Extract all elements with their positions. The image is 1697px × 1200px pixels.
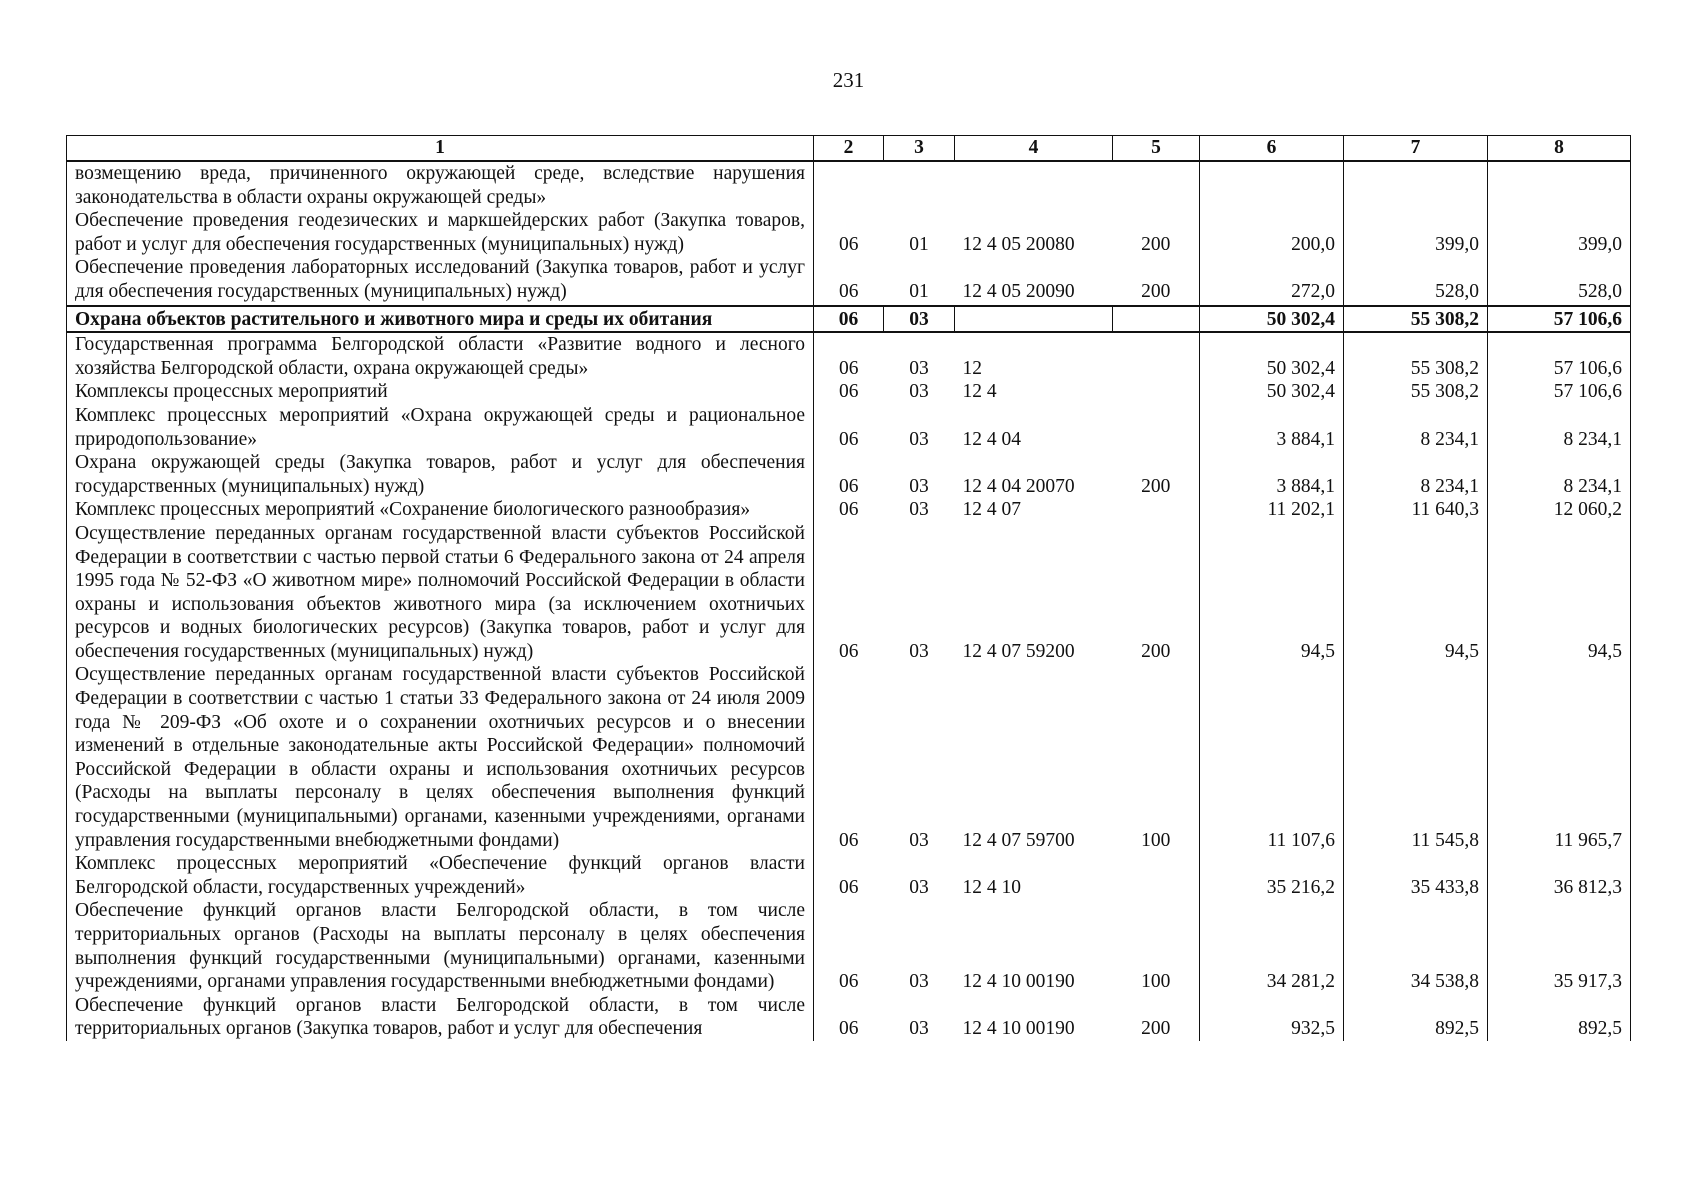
row-name: Обеспечение функций органов власти Белгородской области, в том числе территориальных органов (Закупка товаров, работ и услуг для обеспечения [67,994,814,1041]
row-amount-year2 [1344,161,1488,209]
row-expense-type [1113,404,1200,451]
row-name: Охрана окружающей среды (Закупка товаров, работ и услуг для обеспечения государственных (муниципальных) нужд) [67,451,814,498]
row-amount-year2: 34 538,8 [1344,899,1488,993]
row-subsection: 01 [909,233,929,255]
table-row [67,209,1631,256]
table-row [67,404,1631,451]
row-name: Комплекс процессных мероприятий «Обеспечение функций органов власти Белгородской области, государственных учреждений» [67,852,814,899]
header-col-2: 2 [814,136,884,162]
row-expense-type: 200 [1113,256,1200,305]
row-amount-year2: 55 308,2 [1344,332,1488,380]
row-target-code: 12 4 10 [962,876,1021,898]
row-expense-type: 100 [1113,899,1200,993]
page-number: 231 [832,68,865,92]
row-expense-type [1113,306,1200,333]
row-amount-year3: 57 106,6 [1488,380,1631,404]
row-target-code: 12 4 07 59700 [962,829,1075,851]
row-amount-year3: 892,5 [1488,994,1631,1041]
row-amount-year2: 55 308,2 [1344,380,1488,404]
row-target-code: 12 4 04 20070 [962,475,1075,497]
row-amount-year3: 528,0 [1488,256,1631,305]
row-amount-year1 [1200,161,1344,209]
row-amount-year2: 55 308,2 [1344,306,1488,333]
row-target-code: 12 4 [962,381,997,403]
row-target-code: 12 4 10 00190 [962,1018,1075,1040]
row-amount-year3: 12 060,2 [1488,498,1631,522]
row-target-code [955,306,1113,333]
row-amount-year2: 892,5 [1344,994,1488,1041]
row-target-code: 12 4 05 20080 [962,233,1075,255]
table-row [67,498,1631,522]
row-name: Комплексы процессных мероприятий [67,380,814,404]
row-amount-year3: 36 812,3 [1488,852,1631,899]
row-name: Комплекс процессных мероприятий «Сохранение биологического разнообразия» [67,498,814,522]
row-amount-year1: 932,5 [1200,994,1344,1041]
row-section: 06 [814,852,884,899]
header-col-8: 8 [1488,136,1631,162]
row-subsection: 01 [909,280,929,302]
row-name: Комплекс процессных мероприятий «Охрана окружающей среды и рациональное природопользование» [67,404,814,451]
row-name: Осуществление переданных органам государственной власти субъектов Российской Федерации в соответствии с частью 1 статьи 33 Федерального закона от 24 июля 2009 года № 209-ФЗ «Об охоте и о сохранении охотничьих ресурсов и о внесении изменений в отдельные законодательные акты Российской Федерации» полномочий Российской Федерации в области охраны и использования охотничьих ресурсов (Расходы на выплаты персоналу в целях обеспечения выполнения функций государственными (муниципальными) органами, казенными учреждениями, органами управления государственными внебюджетными фондами) [67,663,814,852]
row-target-code: 12 [962,357,982,379]
row-target-code: 12 4 04 [962,428,1021,450]
table-body [67,161,1631,1041]
row-section: 06 [814,498,884,522]
row-amount-year2: 8 234,1 [1344,404,1488,451]
row-target-code: 12 4 10 00190 [962,971,1075,993]
row-amount-year1: 35 216,2 [1200,852,1344,899]
table-row [67,899,1631,993]
row-section: 06 [814,256,884,305]
row-amount-year1: 11 107,6 [1200,663,1344,852]
row-amount-year3: 399,0 [1488,209,1631,256]
row-section: 06 [814,899,884,993]
row-amount-year1: 3 884,1 [1200,451,1344,498]
row-amount-year2: 399,0 [1344,209,1488,256]
table-row [67,522,1631,664]
row-amount-year1: 94,5 [1200,522,1344,664]
row-expense-type: 100 [1113,663,1200,852]
row-section: 06 [814,380,884,404]
row-subsection: 03 [909,428,929,450]
row-section: 06 [814,404,884,451]
row-expense-type [1113,161,1200,209]
header-col-1: 1 [67,136,814,162]
row-expense-type: 200 [1113,451,1200,498]
row-subsection: 03 [909,357,929,379]
header-col-4: 4 [955,136,1113,162]
row-subsection: 03 [909,971,929,993]
row-name: Обеспечение функций органов власти Белгородской области, в том числе территориальных органов (Расходы на выплаты персоналу в целях обеспечения выполнения функций государственными (муниципальными) органами, казенными учреждениями, органами управления государственными внебюджетными фондами) [67,899,814,993]
row-name: Охрана объектов растительного и животного мира и среды их обитания [67,306,814,333]
row-expense-type: 200 [1113,994,1200,1041]
row-amount-year3: 57 106,6 [1488,306,1631,333]
row-target-code [955,161,1113,209]
row-amount-year2: 11 545,8 [1344,663,1488,852]
row-section: 06 [814,209,884,256]
table-row [67,451,1631,498]
row-amount-year1: 272,0 [1200,256,1344,305]
row-expense-type: 200 [1113,209,1200,256]
budget-table [66,135,1631,1041]
table-row [67,852,1631,899]
row-amount-year1: 3 884,1 [1200,404,1344,451]
row-section: 06 [814,332,884,380]
table-row [67,663,1631,852]
row-name: Обеспечение проведения геодезических и маркшейдерских работ (Закупка товаров, работ и услуг для обеспечения государственных (муниципальных) нужд) [67,209,814,256]
row-name: Государственная программа Белгородской области «Развитие водного и лесного хозяйства Белгородской области, охрана окружающей среды» [67,332,814,380]
row-target-code: 12 4 07 [962,499,1021,521]
table-row [67,256,1631,305]
row-section: 06 [814,306,884,333]
row-expense-type [1113,380,1200,404]
row-amount-year1: 50 302,4 [1200,380,1344,404]
row-amount-year2: 528,0 [1344,256,1488,305]
table-row-section-total [67,306,1631,333]
row-subsection: 03 [909,829,929,851]
table-row [67,161,1631,209]
table-row [67,994,1631,1041]
row-name: Обеспечение проведения лабораторных исследований (Закупка товаров, работ и услуг для обеспечения государственных (муниципальных) нужд) [67,256,814,305]
row-subsection [884,161,955,209]
row-expense-type [1113,852,1200,899]
row-amount-year1: 50 302,4 [1200,306,1344,333]
row-amount-year2: 94,5 [1344,522,1488,664]
row-subsection: 03 [884,306,955,333]
row-subsection: 03 [909,640,929,662]
row-section: 06 [814,522,884,664]
row-section: 06 [814,994,884,1041]
row-subsection: 03 [909,499,929,521]
row-section: 06 [814,663,884,852]
row-amount-year1: 34 281,2 [1200,899,1344,993]
header-col-6: 6 [1200,136,1344,162]
row-target-code: 12 4 05 20090 [962,280,1075,302]
header-row [67,136,1631,162]
row-expense-type: 200 [1113,522,1200,664]
row-name: возмещению вреда, причиненного окружающей среде, вследствие нарушения законодательства в области охраны окружающей среды» [67,161,814,209]
header-col-5: 5 [1113,136,1200,162]
row-section [814,161,884,209]
row-amount-year3: 57 106,6 [1488,332,1631,380]
table-row [67,332,1631,380]
row-target-code: 12 4 07 59200 [962,640,1075,662]
header-col-3: 3 [884,136,955,162]
table-row [67,380,1631,404]
row-amount-year1: 11 202,1 [1200,498,1344,522]
row-subsection: 03 [909,876,929,898]
row-amount-year3: 35 917,3 [1488,899,1631,993]
row-expense-type [1113,498,1200,522]
header-col-7: 7 [1344,136,1488,162]
row-name: Осуществление переданных органам государственной власти субъектов Российской Федерации в соответствии с частью первой статьи 6 Федерального закона от 24 апреля 1995 года № 52-ФЗ «О животном мире» полномочий Российской Федерации в области охраны и использования объектов животного мира (за исключением охотничьих ресурсов и водных биологических ресурсов) (Закупка товаров, работ и услуг для обеспечения государственных (муниципальных) нужд) [67,522,814,664]
row-section: 06 [814,451,884,498]
row-subsection: 03 [909,475,929,497]
row-amount-year1: 50 302,4 [1200,332,1344,380]
row-amount-year3: 94,5 [1488,522,1631,664]
row-expense-type [1113,332,1200,380]
row-amount-year2: 35 433,8 [1344,852,1488,899]
row-amount-year3: 8 234,1 [1488,451,1631,498]
row-amount-year3: 8 234,1 [1488,404,1631,451]
row-amount-year3: 11 965,7 [1488,663,1631,852]
row-amount-year2: 11 640,3 [1344,498,1488,522]
row-subsection: 03 [909,1018,929,1040]
row-amount-year2: 8 234,1 [1344,451,1488,498]
row-amount-year1: 200,0 [1200,209,1344,256]
row-amount-year3 [1488,161,1631,209]
row-subsection: 03 [909,381,929,403]
